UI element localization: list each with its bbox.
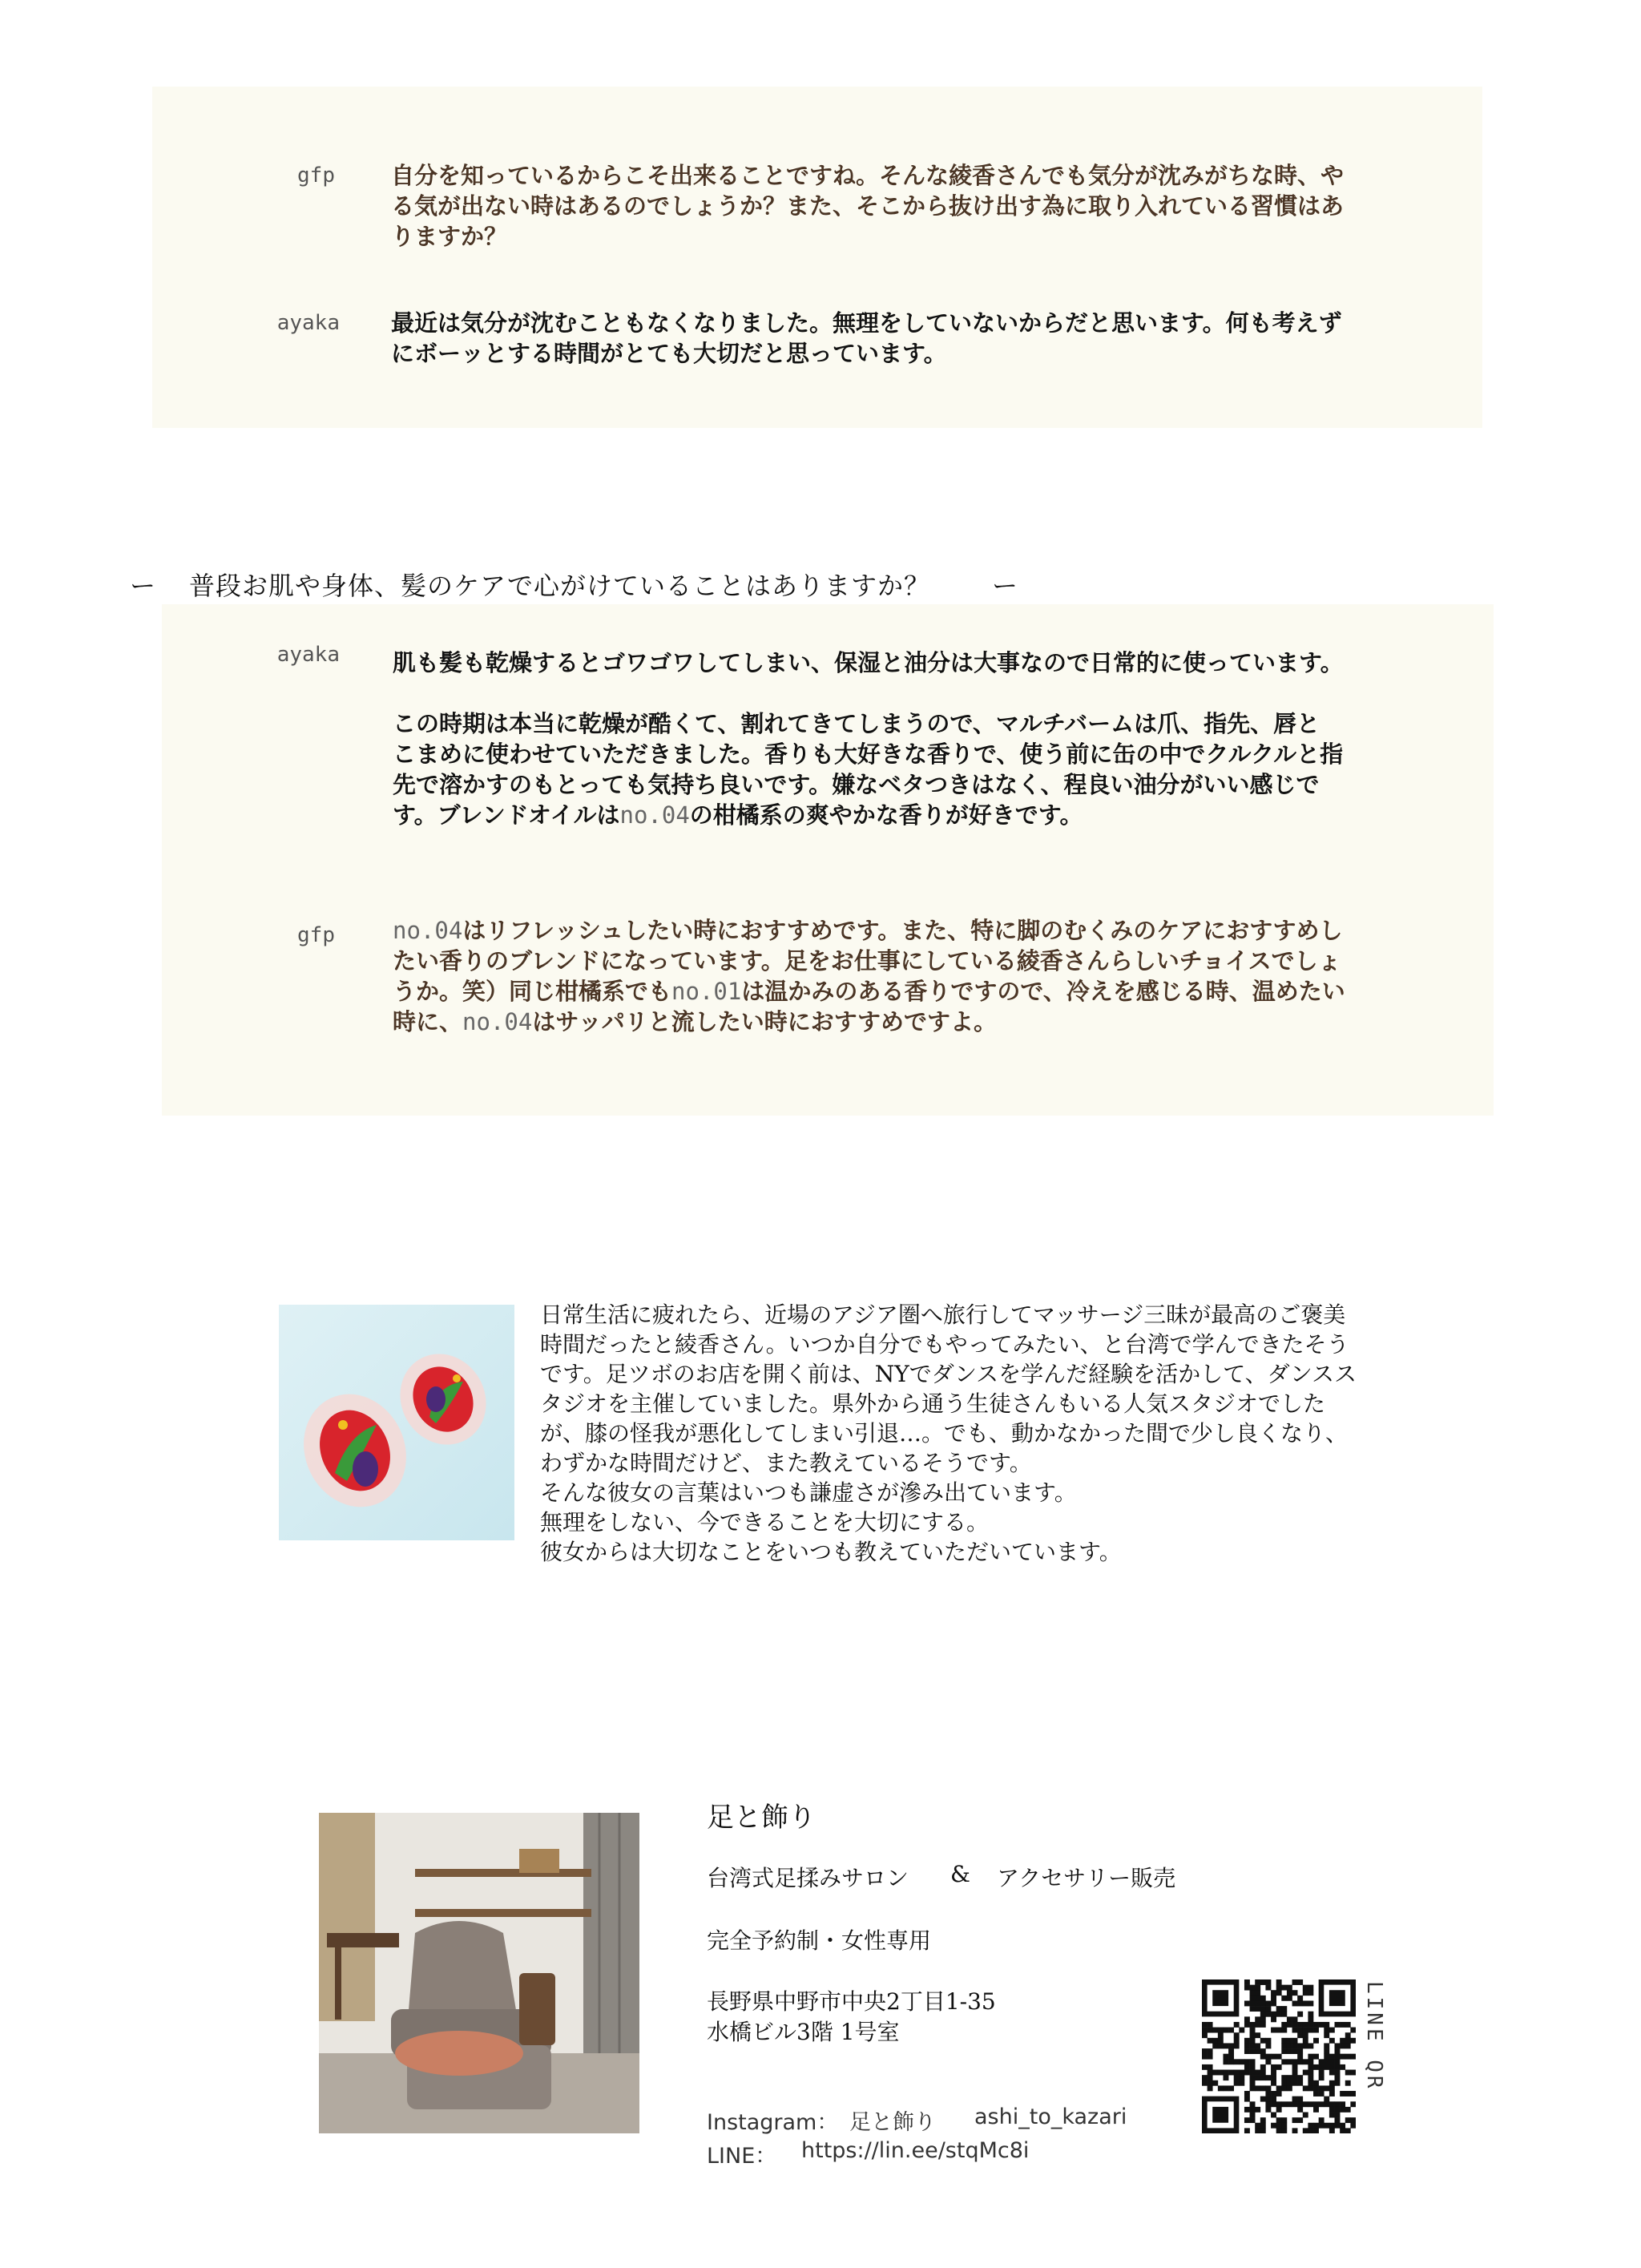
earrings-photo xyxy=(279,1305,514,1540)
question-heading: 普段お肌や身体、髪のケアで心がけていることはありますか？ xyxy=(189,571,930,601)
speaker-label-ayaka: ayaka xyxy=(276,643,340,667)
qr-label: LINE QR xyxy=(1362,1981,1386,2092)
shop-name: 足と飾り xyxy=(707,1802,816,1834)
address-line-2: 水橋ビル3階 1号室 xyxy=(707,2019,900,2045)
utterance-ayaka-2: 肌も髪も乾燥するとゴワゴワしてしまい、保湿と油分は大事なので日常的に使っています。 この時期は本当に乾燥が酷くて、割れてきてしまうので、マルチバームは爪、指先、唇と こまめに使わせていただきました。香りも大好きな香りで、使う前に缶の中でクルクルと指 先で溶かすのもとっても気持ち良いです。嫌なベタつきはなく、程良い油分がいい感じで す。ブレンドオイルはno.04の柑橘系の爽やかな香りが好きです。 xyxy=(393,649,1344,829)
instagram-handle[interactable]: ashi_to_kazari xyxy=(974,2105,1127,2129)
utterance-gfp-1: 自分を知っているからこそ出来ることですね。そんな綾香さんでも気分が沈みがちな時、や る気が出ない時はあるのでしょうか？また、そこから抜け出す為に取り入れている習慣はあ りますか？ xyxy=(391,162,1345,250)
ampersand: & xyxy=(950,1861,970,1887)
product-code: no.04 xyxy=(393,917,463,944)
question-dash-left: ー xyxy=(130,571,156,601)
instagram-name: 足と飾り xyxy=(849,2110,936,2135)
speaker-label-gfp: gfp xyxy=(297,163,335,188)
product-code: no.01 xyxy=(671,978,742,1005)
product-code: no.04 xyxy=(619,801,690,829)
salon-photo xyxy=(319,1813,639,2133)
address-line-1: 長野県中野市中央2丁目1-35 xyxy=(707,1988,996,2015)
shop-accessory: アクセサリー販売 xyxy=(997,1865,1176,1891)
reservation-note: 完全予約制・女性専用 xyxy=(707,1927,932,1954)
instagram-label: Instagram： xyxy=(707,2110,839,2135)
question-dash-right: ー xyxy=(992,571,1018,601)
line-qr-code[interactable] xyxy=(1202,1979,1356,2133)
speaker-label-ayaka: ayaka xyxy=(276,311,340,335)
utterance-ayaka-1: 最近は気分が沈むこともなくなりました。無理をしていないからだと思います。何も考えず にボーッとする時間がとても大切だと思っています。 xyxy=(391,309,1342,367)
line-url[interactable]: https://lin.ee/stqMc8i xyxy=(801,2138,1030,2163)
shop-type: 台湾式足揉みサロン xyxy=(707,1865,909,1891)
utterance-gfp-2: no.04はリフレッシュしたい時におすすめです。また、特に脚のむくみのケアにおすすめし たい香りのブレンドになっています。足をお仕事にしている綾香さんらしいチョイスでしょ うか。笑）同じ柑橘系でもno.01は温かみのある香りですので、冷えを感じる時、温めたい 時に、no.04はサッパリと流したい時におすすめですよ。 xyxy=(393,917,1345,1035)
narrative-text: 日常生活に疲れたら、近場のアジア圏へ旅行してマッサージ三昧が最高のご褒美 時間だったと綾香さん。いつか自分でもやってみたい、と台湾で学んできたそう です。足ツボのお店を開く前は、NYでダンスを学んだ経験を活かして、ダンスス タジオを主催していました。県外から通う生徒さんもいる人気スタジオでした が、膝の怪我が悪化してしまい引退…。でも、動かなかった間で少し良くなり、 わずかな時間だけど、また教えているそうです。 そんな彼女の言葉はいつも謙虚さが滲み出ています。 無理をしない、今できることを大切にする。 彼女からは大切なことをいつも教えていただいています。 xyxy=(540,1301,1357,1565)
product-code: no.04 xyxy=(462,1008,533,1035)
speaker-label-gfp: gfp xyxy=(297,923,335,947)
interview-panel-1 xyxy=(152,87,1482,428)
line-label: LINE： xyxy=(707,2144,777,2169)
